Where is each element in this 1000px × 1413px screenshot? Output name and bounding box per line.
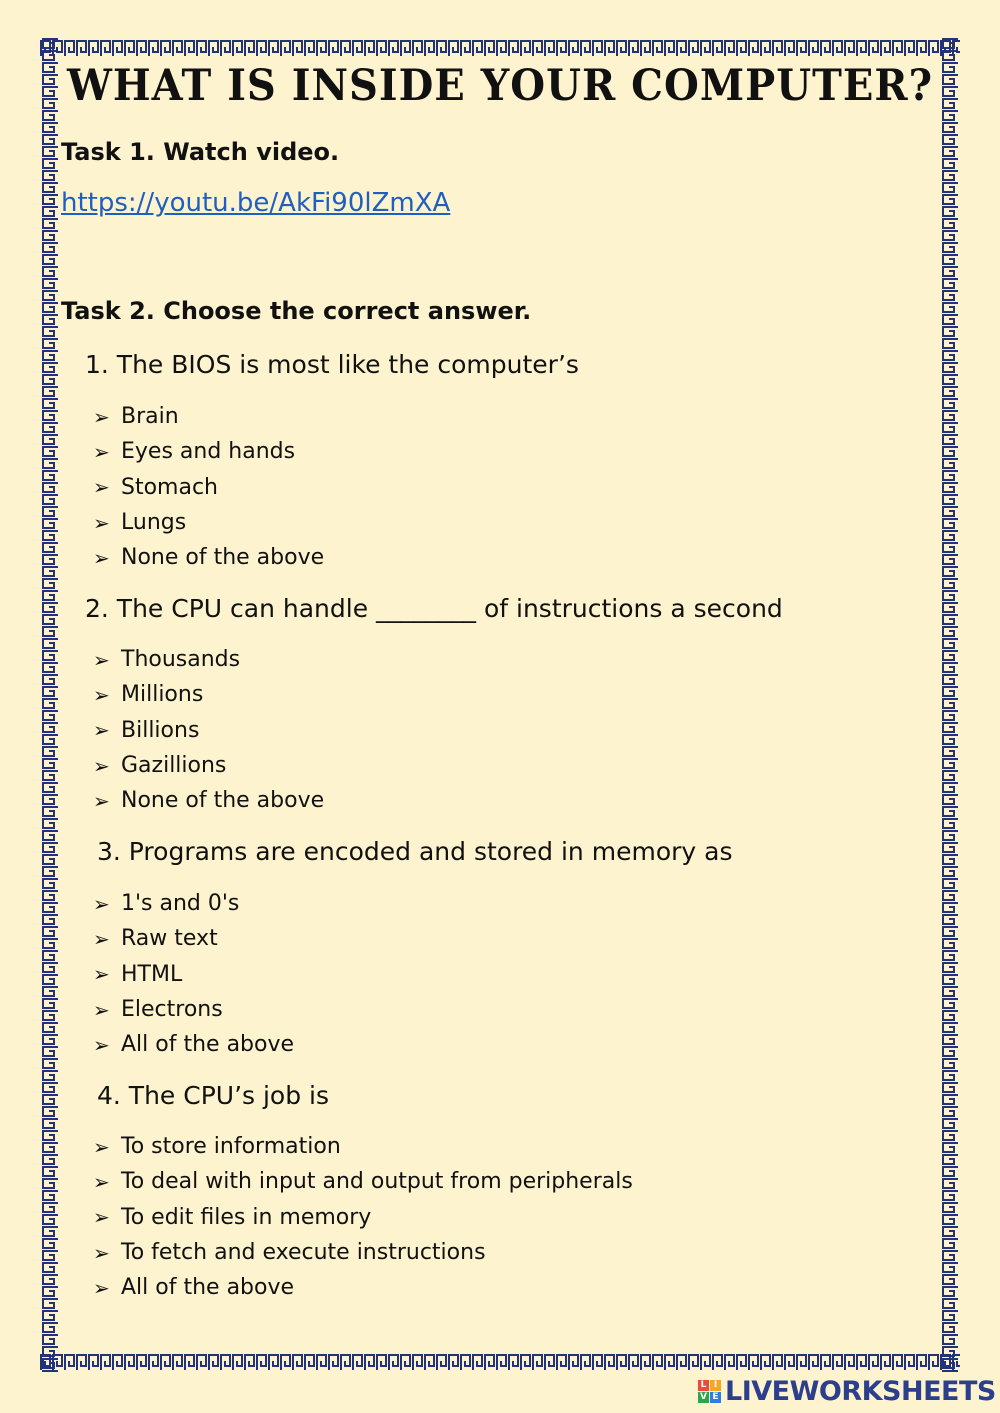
option-label: None of the above <box>121 545 325 571</box>
option-label: Brain <box>121 404 179 430</box>
arrow-bullet-icon: ➢ <box>93 1205 110 1230</box>
answer-option[interactable] <box>93 1129 633 1164</box>
answer-option[interactable] <box>93 1235 633 1270</box>
question-text: 2. The CPU can handle ________ of instructions a second <box>85 594 783 623</box>
option-label: Millions <box>121 682 204 708</box>
option-label: Lungs <box>121 510 187 536</box>
answer-options <box>93 399 324 575</box>
decorative-border-top <box>40 38 960 58</box>
logo-mark-letter: E <box>710 1392 721 1403</box>
liveworksheets-logo <box>698 1376 996 1407</box>
answer-options <box>93 1129 633 1305</box>
option-label: Eyes and hands <box>121 439 296 465</box>
decorative-border-right <box>940 38 960 1372</box>
arrow-bullet-icon: ➢ <box>93 997 110 1022</box>
logo-mark-letter: I <box>710 1380 721 1391</box>
task1-heading: Task 1. Watch video. <box>61 138 340 166</box>
option-label: Raw text <box>121 926 218 952</box>
question-text: 4. The CPU’s job is <box>97 1081 330 1110</box>
decorative-border-bottom <box>40 1352 960 1372</box>
answer-option[interactable] <box>93 470 324 505</box>
arrow-bullet-icon: ➢ <box>93 510 110 535</box>
answer-option[interactable] <box>93 1200 633 1235</box>
option-label: To edit files in memory <box>121 1204 372 1230</box>
liveworksheets-mark-icon <box>698 1380 721 1403</box>
answer-option[interactable] <box>93 1270 633 1305</box>
option-label: Stomach <box>121 474 219 500</box>
arrow-bullet-icon: ➢ <box>93 718 110 743</box>
arrow-bullet-icon: ➢ <box>93 647 110 672</box>
answer-options <box>93 886 294 1062</box>
option-label: To fetch and execute instructions <box>121 1240 486 1266</box>
answer-option[interactable] <box>93 783 324 818</box>
answer-option[interactable] <box>93 957 294 992</box>
option-label: To store information <box>121 1134 341 1160</box>
option-label: Gazillions <box>121 753 227 779</box>
option-label: To deal with input and output from peripherals <box>121 1169 633 1195</box>
arrow-bullet-icon: ➢ <box>93 475 110 500</box>
answer-option[interactable] <box>93 713 324 748</box>
answer-options <box>93 642 324 818</box>
answer-option[interactable] <box>93 886 294 921</box>
option-label: HTML <box>121 961 183 987</box>
arrow-bullet-icon: ➢ <box>93 1134 110 1159</box>
answer-option[interactable] <box>93 677 324 712</box>
answer-option[interactable] <box>93 992 294 1027</box>
logo-mark-letter: L <box>698 1380 709 1391</box>
arrow-bullet-icon: ➢ <box>93 545 110 570</box>
answer-option[interactable] <box>93 921 294 956</box>
option-label: None of the above <box>121 788 325 814</box>
arrow-bullet-icon: ➢ <box>93 682 110 707</box>
logo-text: LIVEWORKSHEETS <box>725 1376 996 1407</box>
arrow-bullet-icon: ➢ <box>93 962 110 987</box>
task2-heading: Task 2. Choose the correct answer. <box>61 297 532 325</box>
arrow-bullet-icon: ➢ <box>93 1032 110 1057</box>
answer-option[interactable] <box>93 748 324 783</box>
arrow-bullet-icon: ➢ <box>93 788 110 813</box>
arrow-bullet-icon: ➢ <box>93 1275 110 1300</box>
arrow-bullet-icon: ➢ <box>93 753 110 778</box>
answer-option[interactable] <box>93 434 324 469</box>
video-link[interactable]: https://youtu.be/AkFi90lZmXA <box>61 188 451 218</box>
answer-option[interactable] <box>93 1027 294 1062</box>
arrow-bullet-icon: ➢ <box>93 439 110 464</box>
arrow-bullet-icon: ➢ <box>93 1240 110 1265</box>
arrow-bullet-icon: ➢ <box>93 404 110 429</box>
option-label: All of the above <box>121 1032 295 1058</box>
answer-option[interactable] <box>93 505 324 540</box>
answer-option[interactable] <box>93 399 324 434</box>
option-label: All of the above <box>121 1275 295 1301</box>
question-text: 1. The BIOS is most like the computer’s <box>85 350 579 379</box>
option-label: 1's and 0's <box>121 891 240 917</box>
answer-option[interactable] <box>93 1164 633 1199</box>
answer-option[interactable] <box>93 540 324 575</box>
logo-mark-letter: V <box>698 1392 709 1403</box>
arrow-bullet-icon: ➢ <box>93 891 110 916</box>
option-label: Billions <box>121 717 200 743</box>
answer-option[interactable] <box>93 642 324 677</box>
option-label: Thousands <box>121 647 241 673</box>
decorative-border-left <box>40 38 60 1372</box>
worksheet-title: WHAT IS INSIDE YOUR COMPUTER? <box>66 60 934 111</box>
option-label: Electrons <box>121 997 223 1023</box>
question-text: 3. Programs are encoded and stored in memory as <box>97 837 733 866</box>
arrow-bullet-icon: ➢ <box>93 1169 110 1194</box>
arrow-bullet-icon: ➢ <box>93 926 110 951</box>
